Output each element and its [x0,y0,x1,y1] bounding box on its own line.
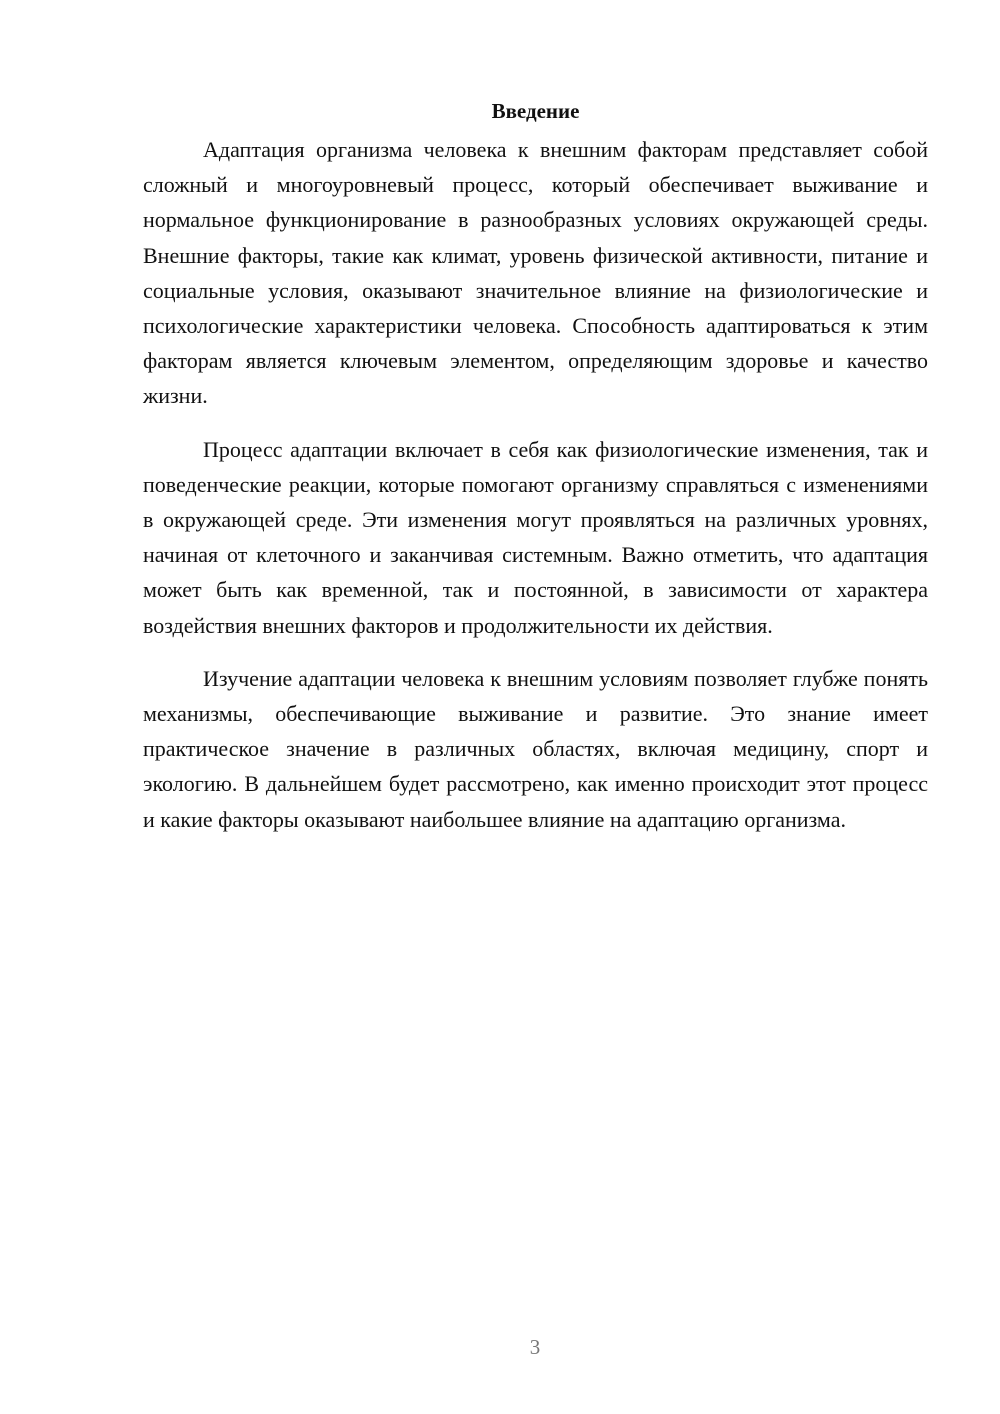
paragraph-1: Адаптация организма человека к внешним факторам представляет собой сложный и многоуровневый процесс, который обеспечивает выживание и нормальное функционирование в разнообразных условиях окружающей среды. Внешние факторы, такие как климат, уровень физической активности, питание и социальные условия, оказывают значительное влияние на физиологические и психологические характеристики человека. Способность адаптироваться к этим факторам является ключевым элементом, определяющим здоровье и качество жизни. [143,137,928,409]
section-title: Введение [491,99,580,123]
page-number: 3 [529,1335,541,1359]
paragraph-2: Процесс адаптации включает в себя как физиологические изменения, так и поведенческие реакции, которые помогают организму справляться с изменениями в окружающей среде. Эти изменения могут проявляться на различных уровнях, начиная от клеточного и заканчивая системным. Важно отметить, что адаптация может быть как временной, так и постоянной, в зависимости от характера воздействия внешних факторов и продолжительности их действия. [143,436,928,638]
paragraph-3: Изучение адаптации человека к внешним условиям позволяет глубже понять механизмы, обеспечивающие выживание и развитие. Это знание имеет практическое значение в различных областях, включая медицину, спорт и экологию. В дальнейшем будет рассмотрено, как именно происходит этот процесс и какие факторы оказывают наибольшее влияние на адаптацию организма. [143,665,928,832]
page-content [143,96,928,837]
